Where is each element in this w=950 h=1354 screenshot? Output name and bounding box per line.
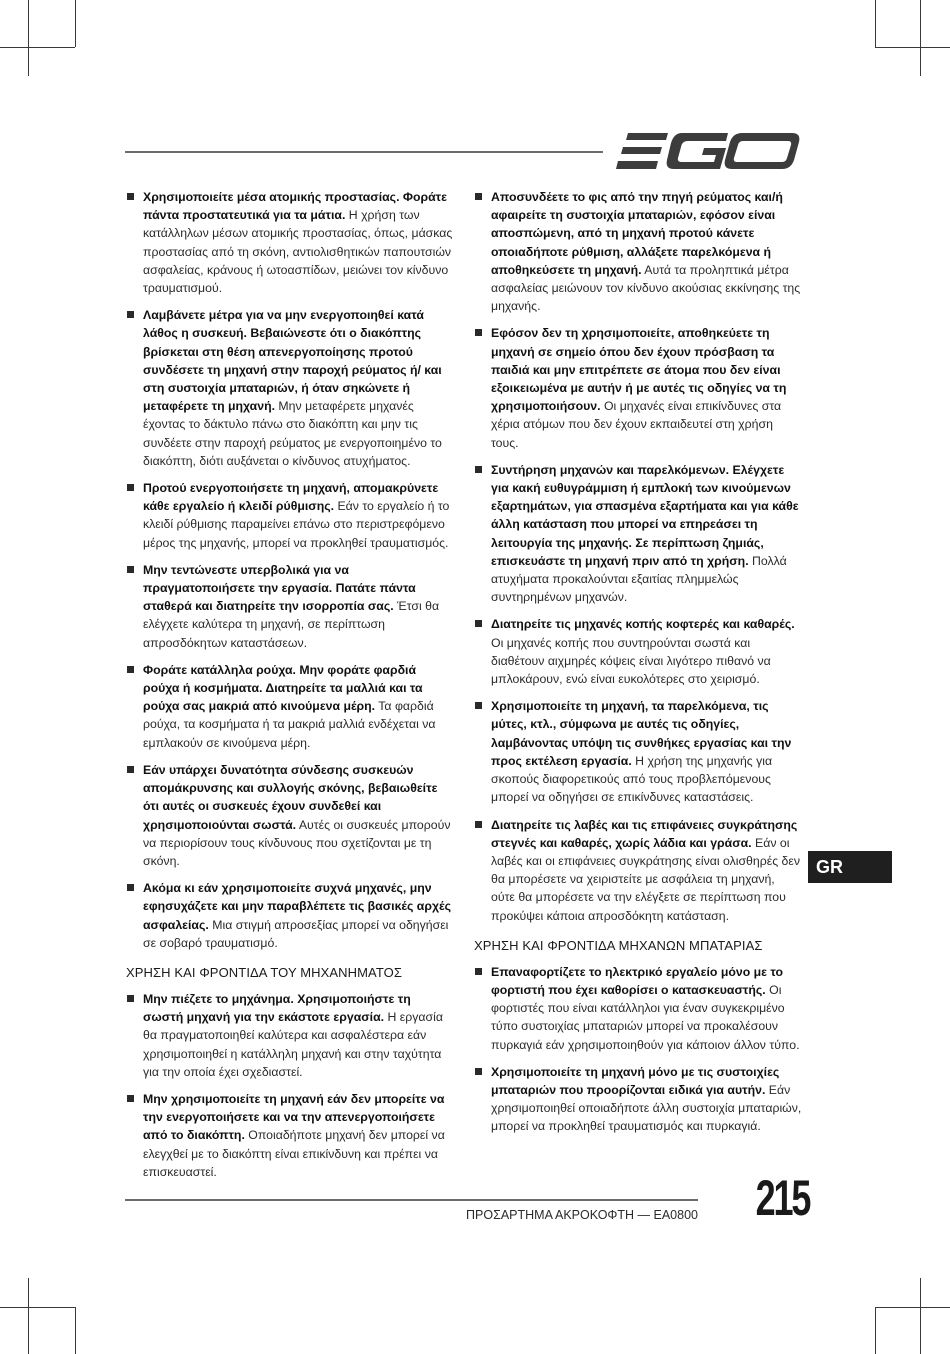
crop-mark <box>875 1307 876 1354</box>
square-bullet-icon <box>475 620 482 627</box>
safety-item: Ακόμα κι εάν χρησιμοποιείτε συχνά μηχανές, μην εφησυχάζετε και μην παραβλέπετε τις βασικές αρχές ασφαλείας. Μια στιγμή απροσεξίας μπορεί να οδηγήσει σε σοβαρό τραυματισμό. <box>126 879 454 952</box>
square-bullet-icon <box>127 311 134 318</box>
square-bullet-icon <box>127 1095 134 1102</box>
square-bullet-icon <box>127 566 134 573</box>
safety-item: Μην πιέζετε το μηχάνημα. Χρησιμοποιήστε τη σωστή μηχανή για την εκάστοτε εργασία. Η εργασία θα πραγματοποιηθεί καλύτερα και ασφαλέστερα εάν χρησιμοποιηθεί η κατάλληλη μηχανή και στην ταχύτητα για την οποία έχει σχεδιαστεί. <box>126 990 454 1081</box>
square-bullet-icon <box>127 766 134 773</box>
safety-item: Λαμβάνετε μέτρα για να μην ενεργοποιηθεί κατά λάθος η συσκευή. Βεβαιώνεστε ότι ο διακόπτης βρίσκεται στη θέση απενεργοποίησης προτού συνδέσετε τη μηχανή στην παροχή ρεύματος ή/ και στη συστοιχία μπαταριών, ή όταν σηκώνετε ή μεταφέρετε τη μηχανή. Μην μεταφέρετε μηχανές έχοντας το δάκτυλο πάνω στο διακόπτη και μην τις συνδέετε στην παροχή ρεύματος με ενεργοποιημένο το διακόπτη, διότι αυξάνεται ο κίνδυνος ατυχήματος. <box>126 306 454 470</box>
square-bullet-icon <box>127 884 134 891</box>
ego-logo <box>616 131 800 171</box>
safety-item: Μην χρησιμοποιείτε τη μηχανή εάν δεν μπορείτε να την ενεργοποιήσετε και να την απενεργοποιήσετε από το διακόπτη. Οποιαδήποτε μηχανή δεν μπορεί να ελεγχθεί με το διακόπτη είναι επικίνδυνη και πρέπει να επισκευαστεί. <box>126 1090 454 1181</box>
section-heading-tool-use: ΧΡΗΣΗ ΚΑΙ ΦΡΟΝΤΙΔΑ ΤΟΥ ΜΗΧΑΝΗΜΑΤΟΣ <box>126 964 403 980</box>
square-bullet-icon <box>475 329 482 336</box>
square-bullet-icon <box>475 1068 482 1075</box>
safety-item: Φοράτε κατάλληλα ρούχα. Μην φοράτε φαρδιά ρούχα ή κοσμήματα. Διατηρείτε τα μαλλιά και τα ρούχα σας μακριά από κινούμενα μέρη. Τα φαρδιά ρούχα, τα κοσμήματα ή τα μακριά μαλλιά ενδέχεται να εμπλακούν σε κινούμενα μέρη. <box>126 661 454 752</box>
safety-item: Μην τεντώνεστε υπερβολικά για να πραγματοποιήσετε την εργασία. Πατάτε πάντα σταθερά και διατηρείτε την ισορροπία σας. Έτσι θα ελέγχετε καλύτερα τη μηχανή, σε περίπτωση απροσδόκητων καταστάσεων. <box>126 561 454 652</box>
square-bullet-icon <box>127 193 134 200</box>
square-bullet-icon <box>475 466 482 473</box>
square-bullet-icon <box>475 968 482 975</box>
footer-rule <box>125 1199 698 1201</box>
footer-title: ΠΡΟΣΑΡΤΗΜΑ ΑΚΡΟΚΟΦΤΗ — EA0800 <box>466 1208 698 1222</box>
page-number: 215 <box>755 1170 810 1226</box>
safety-item: Διατηρείτε τις λαβές και τις επιφάνειες συγκράτησης στεγνές και καθαρές, χωρίς λάδια και γράσα. Εάν οι λαβές και οι επιφάνειες συγκράτησης είναι ολισθηρές δεν θα μπορέσετε να χειριστείτε με ασφάλεια τη μηχανή, ούτε θα μπορέσετε να την ελέγξετε σε περίπτωση που προκύψει κάποια απροσδόκητη κατάσταση. <box>474 816 802 925</box>
crop-mark <box>28 1278 29 1354</box>
square-bullet-icon <box>475 821 482 828</box>
square-bullet-icon <box>127 995 134 1002</box>
crop-mark <box>875 0 876 47</box>
crop-mark <box>75 1307 76 1354</box>
header-rule <box>125 151 603 153</box>
safety-item: Επαναφορτίζετε το ηλεκτρικό εργαλείο μόνο με το φορτιστή που έχει καθορίσει ο κατασκευαστής. Οι φορτιστές που είναι κατάλληλοι για έναν συγκεκριμένο τύπο συστοιχίας μπαταριών μπορεί να προκαλέσουν πυρκαγιά εάν χρησιμοποιηθούν για κάποιον άλλον τύπο. <box>474 963 802 1054</box>
safety-item: Εάν υπάρχει δυνατότητα σύνδεσης συσκευών απομάκρυνσης και συλλογής σκόνης, βεβαιωθείτε ότι αυτές οι συσκευές έχουν συνδεθεί και χρησιμοποιούνται σωστά. Αυτές οι συσκευές μπορούν να περιορίσουν τους κίνδυνους που σχετίζονται με τη σκόνη. <box>126 761 454 870</box>
left-column <box>126 188 454 1190</box>
safety-item: Αποσυνδέετε το φις από την πηγή ρεύματος και/ή αφαιρείτε τη συστοιχία μπαταριών, εφόσον είναι αποσπώμενη, από τη μηχανή προτού κάνετε οποιαδήποτε ρύθμιση, αλλάξετε παρελκόμενα ή αποθηκεύσετε τη μηχανή. Αυτά τα προληπτικά μέτρα ασφαλείας μειώνουν τον κίνδυνο ακούσιας εκκίνησης της μηχανής. <box>474 188 802 315</box>
crop-mark <box>875 1307 950 1308</box>
safety-item: Χρησιμοποιείτε τη μηχανή μόνο με τις συστοιχίες μπαταριών που προορίζονται ειδικά για αυτήν. Εάν χρησιμοποιηθεί οποιαδήποτε άλλη συστοιχία μπαταριών, μπορεί να προκληθεί τραυματισμός και πυρκαγιά. <box>474 1063 802 1136</box>
right-column <box>474 188 802 1145</box>
crop-mark <box>920 0 921 76</box>
section-heading-battery-use: ΧΡΗΣΗ ΚΑΙ ΦΡΟΝΤΙΔΑ ΜΗΧΑΝΩΝ ΜΠΑΤΑΡΙΑΣ <box>474 937 763 953</box>
safety-item: Εφόσον δεν τη χρησιμοποιείτε, αποθηκεύετε τη μηχανή σε σημείο όπου δεν έχουν πρόσβαση τα παιδιά και μην επιτρέπετε σε άτομα που δεν είναι εξοικειωμένα με αυτήν ή με αυτές τις οδηγίες να τη χρησιμοποιήσουν. Οι μηχανές είναι επικίνδυνες στα χέρια ατόμων που δεν έχουν εκπαιδευτεί στη χρήση τους. <box>474 324 802 451</box>
safety-item: Χρησιμοποιείτε τη μηχανή, τα παρελκόμενα, τις μύτες, κτλ., σύμφωνα με αυτές τις οδηγίες, λαμβάνοντας υπόψη τις συνθήκες εργασίας και την προς εκτέλεση εργασία. Η χρήση της μηχανής για σκοπούς διαφορετικούς από τους προβλεπόμενους μπορεί να οδηγήσει σε επικίνδυνες καταστάσεις. <box>474 697 802 806</box>
crop-mark <box>28 0 29 76</box>
crop-mark <box>0 47 75 48</box>
square-bullet-icon <box>475 193 482 200</box>
language-tab: GR <box>808 851 892 883</box>
crop-mark <box>875 47 950 48</box>
square-bullet-icon <box>127 666 134 673</box>
safety-item: Συντήρηση μηχανών και παρελκόμενων. Ελέγχετε για κακή ευθυγράμμιση ή εμπλοκή των κινούμενων εξαρτημάτων, για σπασμένα εξαρτήματα και για κάθε άλλη κατάσταση που μπορεί να επηρεάσει τη λειτουργία της μηχανής. Σε περίπτωση ζημιάς, επισκευάστε τη μηχανή πριν από τη χρήση. Πολλά ατυχήματα προκαλούνται εξαιτίας πλημμελώς συντηρημένων μηχανών. <box>474 461 802 607</box>
safety-item: Χρησιμοποιείτε μέσα ατομικής προστασίας. Φοράτε πάντα προστατευτικά για τα μάτια. Η χρήση των κατάλληλων μέσων ατομικής προστασίας, όπως, μάσκας προστασίας από τη σκόνη, αντιολισθητικών παπουτσιών ασφαλείας, κράνους ή ωτοασπίδων, μειώνει τον κίνδυνο τραυματισμού. <box>126 188 454 297</box>
safety-item: Προτού ενεργοποιήσετε τη μηχανή, απομακρύνετε κάθε εργαλείο ή κλειδί ρύθμισης. Εάν το εργαλείο ή το κλειδί ρύθμισης παραμείνει επάνω στο περιστρεφόμενο μέρος της μηχανής, μπορεί να προκληθεί τραυματισμός. <box>126 479 454 552</box>
crop-mark <box>75 0 76 47</box>
crop-mark <box>920 1278 921 1354</box>
square-bullet-icon <box>475 702 482 709</box>
crop-mark <box>0 1307 75 1308</box>
safety-item: Διατηρείτε τις μηχανές κοπής κοφτερές και καθαρές. Οι μηχανές κοπής που συντηρούνται σωστά και διαθέτουν αιχμηρές κόψεις είναι λιγότερο πιθανό να μπλοκάρουν, ενώ είναι ευκολότερες στο χειρισμό. <box>474 615 802 688</box>
square-bullet-icon <box>127 484 134 491</box>
